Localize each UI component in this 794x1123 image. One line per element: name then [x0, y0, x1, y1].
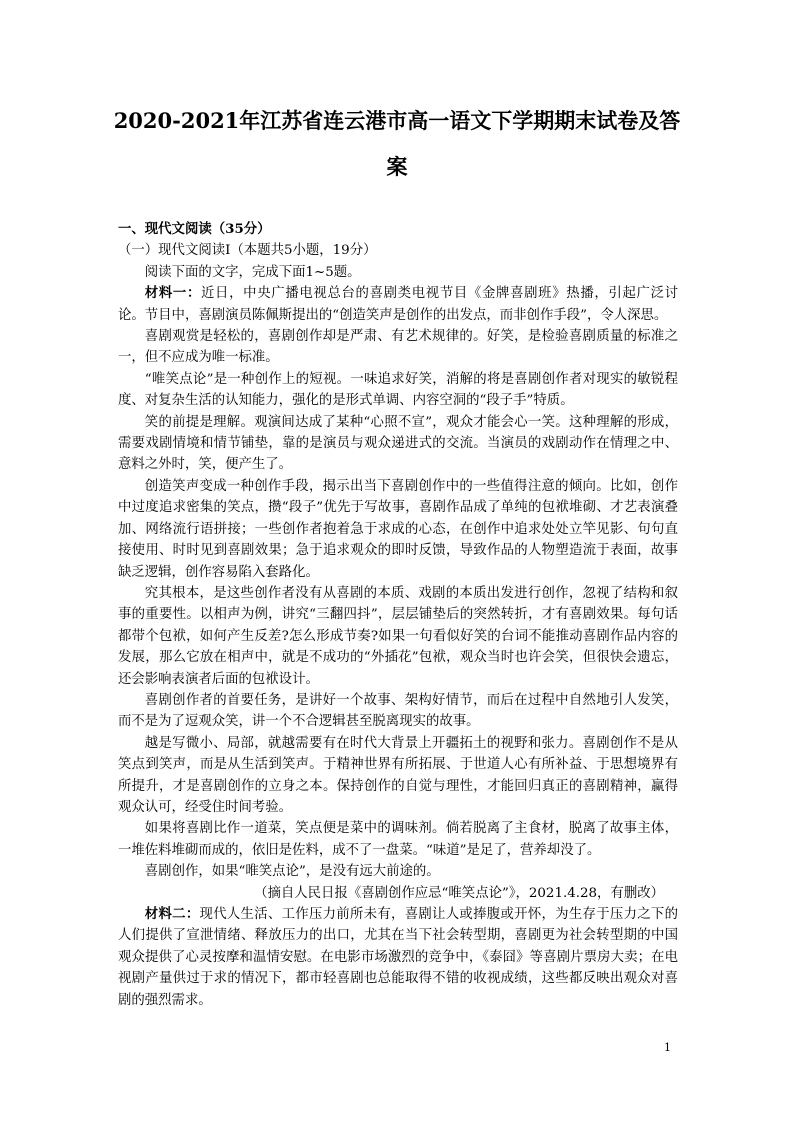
material2-text: 现代人生活、工作压力前所未有，喜剧让人或捧腹或开怀，为生存于压力之下的人们提供了宣泄情绪、释放压力的出口，尤其在当下社会转型期，喜剧更为社会转型期的中国观众提供了心灵按摩和温情安慰。在电影市场激烈的竞争中，《泰囧》等喜剧片票房大卖；在电视剧产量供过于求的情况下，都市轻喜剧也总能取得不错的收视成绩，这些都反映出观众对喜剧的强烈需求。 — [118, 907, 678, 1008]
material1-label: 材料一： — [144, 285, 201, 302]
paragraph: “唯笑点论”是一种创作上的短视。一味追求好笑，消解的将是喜剧创作者对现实的敏锐程度、对复杂生活的认知能力，强化的是形式单调、内容空洞的“段子手”特质。 — [118, 371, 678, 409]
page-number: 1 — [664, 1041, 671, 1054]
paragraph: 喜剧创作者的首要任务，是讲好一个故事、架构好情节，而后在过程中自然地引人发笑，而不是为了逗观众笑，讲一个不合逻辑甚至脱离现实的故事。 — [118, 692, 678, 730]
document-title-line-2: 案 — [386, 154, 408, 179]
paragraph: 究其根本，是这些创作者没有从喜剧的本质、戏剧的本质出发进行创作，忽视了结构和叙事的重要性。以相声为例，讲究“三翻四抖”，层层铺垫后的突然转折，才有喜剧效果。每句话都带个包袱，如何产生反差?怎么形成节奏?如果一句看似好笑的台词不能推动喜剧作品内容的发展，那么它放在相声中，就是不成功的“外插花”包袱，观众当时也许会笑，但很快会遗忘，还会影响表演者后面的包袱设计。 — [118, 585, 678, 687]
paragraph: 笑的前提是理解。观演间达成了某种“心照不宣”，观众才能会心一笑。这种理解的形成，需要戏剧情境和情节铺垫，靠的是演员与观众递进式的交流。当演员的戏剧动作在情理之中、意料之外时，笑，便产生了。 — [118, 414, 678, 473]
document-title-line-1: 2020-2021年江苏省连云港市高一语文下学期期末试卷及答 — [113, 108, 681, 133]
subsection-heading: （一）现代文阅读Ⅰ（本题共5小题，19分） — [118, 243, 377, 259]
document-body — [118, 219, 678, 1011]
paragraph: 喜剧观赏是轻松的，喜剧创作却是严肃、有艺术规律的。好笑，是检验喜剧质量的标准之一，但不应成为唯一标准。 — [118, 329, 678, 366]
material1-paragraph — [118, 283, 678, 326]
material2-paragraph — [118, 904, 678, 1011]
source-citation: （摘自人民日报《喜剧创作应忌“唯笑点论”》，2021.4.28，有删改） — [254, 885, 664, 901]
section-heading: 一、现代文阅读（35分） — [118, 221, 271, 237]
paragraph: 如果将喜剧比作一道菜，笑点便是菜中的调味剂。倘若脱离了主食材，脱离了故事主体，一堆佐料堆砌而成的，依旧是佐料，成不了一盘菜。“味道”是足了，营养却没了。 — [118, 821, 678, 858]
paragraph: 越是写微小、局部，就越需要有在时代大背景上开疆拓土的视野和张力。喜剧创作不是从笑点到笑声，而是从生活到笑声。于精神世界有所拓展、于世道人心有所补益、于思想境界有所提升，才是喜剧创作的立身之本。保持创作的自觉与理性，才能回归真正的喜剧精神，赢得观众认可，经受住时间考验。 — [118, 735, 678, 815]
instruction: 阅读下面的文字，完成下面1~5题。 — [144, 264, 361, 280]
paragraph: 喜剧创作，如果“唯笑点论”，是没有远大前途的。 — [144, 864, 440, 880]
material2-label: 材料二： — [144, 906, 200, 922]
paragraph: 创造笑声变成一种创作手段，揭示出当下喜剧创作中的一些值得注意的倾向。比如，创作中过度追求密集的笑点，攒“段子”优先于写故事，喜剧作品成了单纯的包袱堆砌、才艺表演叠加、网络流行语拼接；一些创作者抱着急于求成的心态，在创作中追求处处立竿见影、句句直接使用、时时见到喜剧效果；急于追求观众的即时反馈，导致作品的人物塑造流于表面，故事缺乏逻辑，创作容易陷入套路化。 — [118, 478, 678, 580]
material1-text: 近日，中央广播电视总台的喜剧类电视节目《金牌喜剧班》热播，引起广泛讨论。节目中，喜剧演员陈佩斯提出的“创造笑声是创作的出发点，而非创作手段”，令人深思。 — [118, 286, 679, 323]
